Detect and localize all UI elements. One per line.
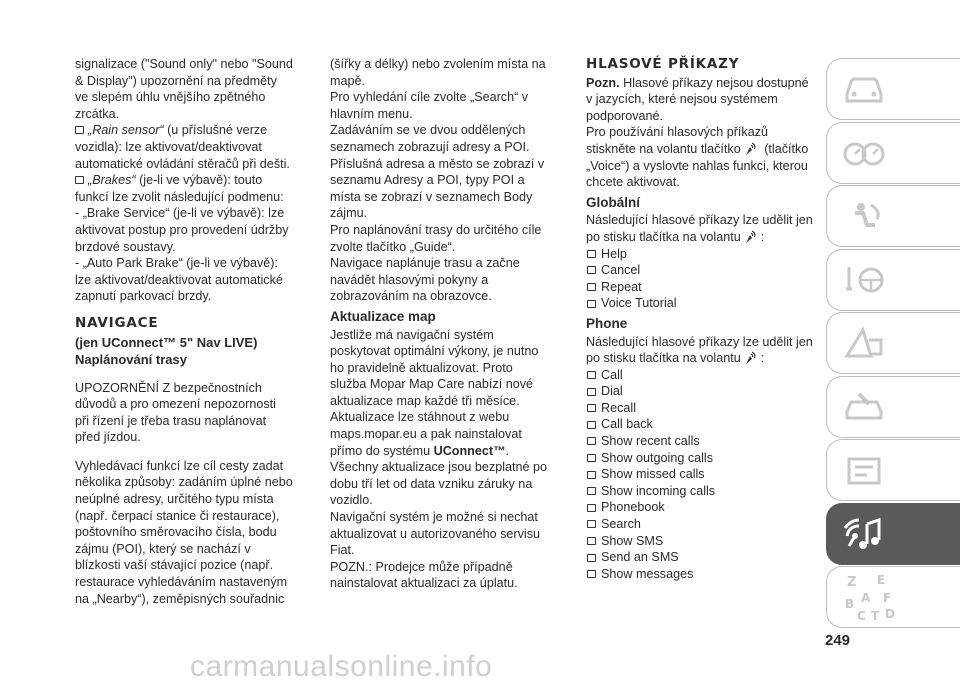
list-item (586, 549, 816, 566)
voice-button-icon (743, 229, 759, 245)
dashboard-gauges-icon (841, 136, 887, 170)
command-label: Show messages (601, 566, 694, 581)
paragraph: Pro vyhledání cíle zvolte „Search“ v hlavním menu. (330, 90, 529, 121)
multimedia-icon (841, 514, 887, 554)
paragraph: POZN.: Prodejce může případně nainstalovat aktualizaci za úplatu. (330, 559, 518, 591)
global-commands-list (586, 246, 816, 312)
warning-road-icon (841, 326, 887, 360)
checkbox-icon (587, 266, 596, 274)
list-item (586, 483, 816, 500)
brand-name: UConnect™ (433, 443, 506, 458)
key-steering-wheel-icon (841, 263, 887, 297)
list-item (586, 279, 816, 296)
checkbox-icon (587, 520, 596, 528)
list-item (586, 400, 816, 417)
text: Následující hlasové příkazy lze udělit jen po stisku tlačítka na volantu (586, 334, 813, 366)
warning-paragraph: UPOZORNĚNÍ Z bezpečnostních důvodů a pro omezení nepozornosti při řízení je třeba trasu naplánovat před jízdou. (75, 380, 276, 445)
command-label: Phonebook (601, 500, 665, 515)
tab-safety[interactable] (826, 185, 960, 247)
airbag-seat-icon (841, 199, 887, 233)
paragraph: (šířky a délky) nebo zvolením místa na mapě. (330, 57, 546, 88)
brakes-paragraph (75, 172, 293, 205)
usage-paragraph (586, 124, 816, 190)
navigace-heading: NAVIGACE (75, 314, 159, 331)
command-label: Recall (601, 400, 636, 415)
list-item (586, 516, 816, 533)
command-label: Call back (601, 417, 653, 432)
svg-text:B: B (845, 597, 855, 611)
command-label: Show outgoing calls (601, 450, 714, 465)
checkbox-icon (587, 388, 596, 396)
command-label: Show recent calls (601, 434, 700, 449)
svg-text:Z: Z (847, 575, 857, 590)
command-label: Show SMS (601, 533, 664, 548)
list-item (586, 466, 816, 483)
svg-text:T: T (871, 609, 880, 622)
text: Aktualizace lze stáhnout z webu maps.mopar.eu a pak nainstalovat přímo do systému (330, 410, 522, 458)
alphabet-index-icon (841, 572, 901, 622)
checkbox-icon (587, 421, 596, 429)
text: Pro používání hlasových příkazů stiskněte na volantu tlačítko (586, 125, 769, 156)
page-number: 249 (825, 632, 851, 649)
checkbox-icon (587, 404, 596, 412)
command-label: Help (601, 246, 627, 261)
column-2 (330, 56, 548, 592)
checkbox-icon (587, 504, 596, 512)
command-label: Repeat (601, 279, 642, 294)
car-icon (841, 72, 887, 106)
list-item (586, 533, 816, 550)
checkbox-icon (587, 250, 596, 258)
checkbox-icon (75, 176, 84, 184)
list-item (586, 295, 816, 312)
service-lift-icon (841, 453, 887, 487)
note-paragraph (586, 75, 816, 125)
svg-text:F: F (883, 591, 892, 605)
rain-sensor-label: „Rain sensor“ (88, 123, 164, 138)
phone-intro (586, 334, 816, 367)
svg-text:C: C (857, 609, 866, 622)
note-text: Hlasové příkazy nejsou dostupné v jazycích, které nejsou systémem podporované. (586, 75, 809, 123)
checkbox-icon (587, 537, 596, 545)
voice-button-icon (743, 350, 759, 366)
text: (tlačítko „Voice“) a vyslovte nahlas funkci, kterou chcete aktivovat. (586, 141, 809, 190)
phone-heading: Phone (586, 315, 628, 331)
tab-index[interactable] (826, 566, 960, 628)
note-label: Pozn. (586, 75, 620, 90)
paragraph: Příslušná adresa a město se zobrazí v seznamu Adresy a POI, typy POI a místa se zobrazí v seznamech Body zájmu. (330, 156, 545, 221)
voice-commands-heading: HLASOVÉ PŘÍKAZY (586, 56, 740, 72)
paragraph: Navigace naplánuje trasu a začne navádět hlasovými pokyny a zobrazováním na obrazovce. (330, 256, 520, 304)
checkbox-icon (587, 570, 596, 578)
checkbox-icon (587, 554, 596, 562)
brake-service-item: - „Brake Service“ (je-li ve výbavě): lze aktivovat postup pro provedení údržby brzdové soustavy. (75, 206, 289, 254)
command-label: Cancel (601, 263, 641, 278)
chapter-tabs (826, 58, 960, 630)
search-paragraph: Vyhledávací funkcí lze cíl cesty zadat několika způsoby: zadáním úplné nebo neúplné adresy, určitého typu místa (např. čerpací stanice či restaurace), poštovního směrovacího čísla, bodu zájmu (POI), který se nachází v blízkosti vaší stávající pozice (např. restaurace vyhledáváním nastaveným na „Nearby“), zeměpisných souřadnic (75, 458, 293, 606)
paragraph: Všechny aktualizace jsou bezplatné po dobu tří let od data vzniku záruky na vozidlo. (330, 460, 548, 508)
voice-button-icon (743, 141, 759, 157)
brakes-label: „Brakes“ (88, 173, 136, 188)
list-item (586, 367, 816, 384)
paragraph: Pro naplánování trasy do určitého cíle zvolte tlačítko „Guide“. (330, 222, 542, 254)
svg-text:E: E (877, 573, 886, 587)
svg-text:D: D (885, 607, 895, 621)
paragraph: Jestliže má navigační systém poskytovat optimální výkony, je nutno ho pravidelně aktualizovat. Proto služba Mopar Map Care nabízí nové aktualizace map každé tři měsíce. (330, 327, 539, 408)
column-1 (75, 56, 293, 607)
watermark: carmanualsonline.info (190, 650, 493, 683)
tab-maintenance[interactable] (826, 376, 960, 438)
paragraph: Navigační systém je možné si nechat aktualizovat u autorizovaného servisu Fiat. (330, 510, 541, 558)
list-item (586, 433, 816, 450)
list-item (586, 262, 816, 279)
command-label: Show missed calls (601, 467, 705, 482)
checkbox-icon (587, 437, 596, 445)
list-item (586, 450, 816, 467)
list-item (586, 383, 816, 400)
text: . (505, 443, 510, 458)
rain-sensor-text: (u příslušné verze vozidla): lze aktivovat/deaktivovat automatické ovládání stěračů při dešti. (75, 123, 290, 171)
phone-commands-list (586, 367, 816, 583)
command-label: Search (601, 517, 641, 532)
command-label: Dial (601, 384, 623, 399)
tab-multimedia[interactable] (826, 503, 960, 565)
list-item (586, 566, 816, 583)
command-label: Call (601, 367, 623, 382)
paragraph: Zadáváním se ve dvou oddělených seznamech zobrazují adresy a POI. (330, 123, 530, 154)
checkbox-icon (75, 126, 84, 134)
checkbox-icon (587, 454, 596, 462)
checkbox-icon (587, 371, 596, 379)
checkbox-icon (587, 471, 596, 479)
tab-vehicle[interactable] (826, 58, 960, 120)
rain-sensor-paragraph (75, 122, 293, 172)
wrench-car-icon (841, 390, 887, 424)
text: : (760, 229, 765, 244)
auto-park-brake-item: - „Auto Park Brake“ (je-li ve výbavě): lze aktivovat/deaktivovat automatické zapnutí parkovací brzdy. (75, 256, 283, 304)
text: Následující hlasové příkazy lze udělit jen po stisku tlačítka na volantu (586, 213, 813, 244)
tab-dashboard[interactable] (826, 122, 960, 184)
checkbox-icon (587, 283, 596, 291)
command-label: Voice Tutorial (601, 296, 677, 311)
text: : (760, 351, 765, 366)
paragraph (330, 409, 548, 459)
column-3 (586, 56, 816, 582)
global-heading: Globální (586, 194, 640, 210)
command-label: Send an SMS (601, 550, 679, 565)
svg-text:A: A (861, 591, 871, 605)
global-intro (586, 212, 816, 245)
list-item (586, 499, 816, 516)
checkbox-icon (587, 300, 596, 308)
list-item (586, 416, 816, 433)
tab-emergency[interactable] (826, 312, 960, 374)
tab-starting-driving[interactable] (826, 249, 960, 311)
list-item (586, 246, 816, 263)
paragraph: signalizace ("Sound only" nebo "Sound & Display") upozornění na předměty ve slepém úhlu vnějšího zpětného zrcátka. (75, 57, 293, 121)
command-label: Show incoming calls (601, 483, 716, 498)
navigace-subheading: (jen UConnect™ 5" Nav LIVE) (75, 334, 258, 350)
tab-technical-data[interactable] (826, 439, 960, 501)
map-update-heading: Aktualizace map (330, 308, 436, 324)
checkbox-icon (587, 487, 596, 495)
route-planning-heading: Naplánování trasy (75, 351, 187, 367)
brakes-text: (je-li ve výbavě): touto funkcí lze zvolit následující podmenu: (75, 173, 284, 204)
